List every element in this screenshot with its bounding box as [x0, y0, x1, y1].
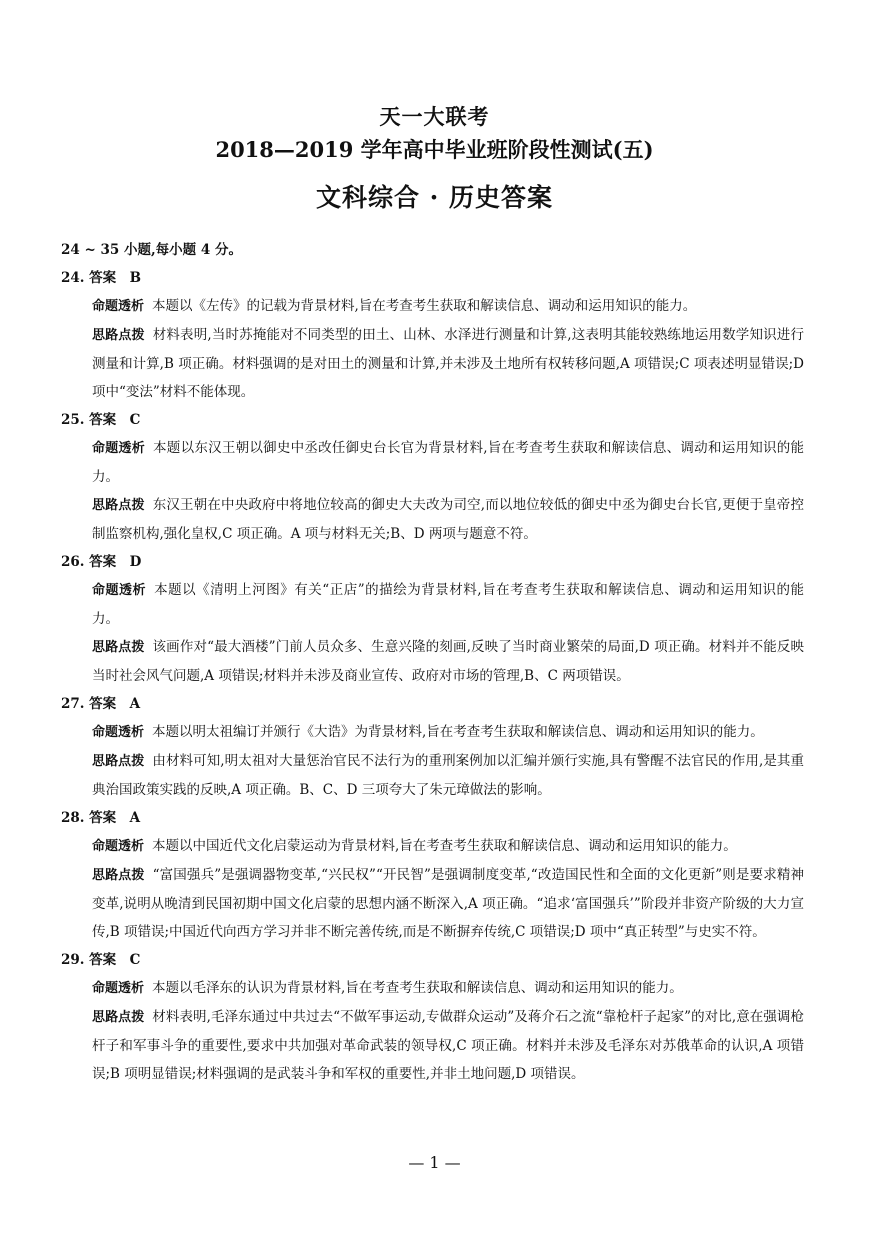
analysis-text: 本题以中国近代文化启蒙运动为背景材料,旨在考查考生获取和解读信息、调动和运用知识的能力。 — [152, 838, 737, 854]
question-28 — [61, 804, 804, 946]
hint-text: 由材料可知,明太祖对大量惩治官民不法行为的重刑案例加以汇编并颁行实施,具有警醒不法官民的作用,是其重典治国政策实践的反映,A 项正确。B、C、D 三项夸大了朱元璋做法的影响。 — [92, 753, 804, 798]
analysis-text: 本题以东汉王朝以御史中丞改任御史台长官为背景材料,旨在考查考生获取和解读信息、调动和运用知识的能力。 — [92, 440, 804, 485]
analysis-label: 命题透析 — [92, 981, 145, 996]
hint-text: 材料表明,当时苏掩能对不同类型的田土、山林、水泽进行测量和计算,这表明其能较熟练地运用数学知识进行测量和计算,B 项正确。材料强调的是对田土的测量和计算,并未涉及土地所有权转移问题,A 项错误;C 项表述明显错误;D 项中“变法”材料不能体现。 — [92, 327, 804, 400]
analysis-paragraph — [92, 974, 804, 1003]
hint-paragraph — [92, 747, 804, 804]
hint-paragraph — [92, 491, 804, 548]
analysis-text: 本题以《左传》的记载为背景材料,旨在考查考生获取和解读信息、调动和运用知识的能力。 — [152, 298, 697, 314]
analysis-text: 本题以明太祖编订并颁行《大诰》为背景材料,旨在考查考生获取和解读信息、调动和运用知识的能力。 — [152, 724, 764, 740]
answer-line: 25. 答案 C — [61, 412, 141, 428]
analysis-text: 本题以毛泽东的认识为背景材料,旨在考查考生获取和解读信息、调动和运用知识的能力。 — [152, 980, 683, 996]
hint-label: 思路点拨 — [92, 498, 145, 513]
analysis-text: 本题以《清明上河图》有关“正店”的描绘为背景材料,旨在考查考生获取和解读信息、调动和运用知识的能力。 — [92, 582, 804, 627]
hint-text: 材料表明,毛泽东通过中共过去“不做军事运动,专做群众运动”及蒋介石之流“靠枪杆子起家”的对比,意在强调枪杆子和军事斗争的重要性,要求中共加强对革命武装的领导权,C 项正确。材料并未涉及毛泽东对苏俄革命的认识,A 项错误;B 项明显错误;材料强调的是武装斗争和军权的重要性,并非土地问题,D 项错误。 — [92, 1009, 804, 1082]
analysis-label: 命题透析 — [92, 839, 145, 854]
analysis-label: 命题透析 — [92, 299, 145, 314]
question-26 — [61, 548, 804, 690]
subject-title: 文科综合 · 历史答案 — [315, 183, 554, 212]
question-25 — [61, 406, 804, 548]
hint-label: 思路点拨 — [92, 754, 145, 769]
page-number: — 1 — — [408, 1153, 461, 1172]
hint-paragraph — [92, 321, 804, 406]
analysis-label: 命题透析 — [92, 441, 146, 456]
answer-line: 24. 答案 B — [61, 270, 142, 286]
analysis-label: 命题透析 — [92, 583, 147, 598]
analysis-label: 命题透析 — [92, 725, 145, 740]
answer-line: 27. 答案 A — [61, 696, 141, 712]
analysis-paragraph — [92, 434, 804, 491]
scoring-intro: 24 ~ 35 小题,每小题 4 分。 — [61, 242, 242, 258]
hint-text: 该画作对“最大酒楼”门前人员众多、生意兴隆的刻画,反映了当时商业繁荣的局面,D 项正确。材料并不能反映当时社会风气问题,A 项错误;材料并未涉及商业宣传、政府对市场的管理,B、C 两项错误。 — [92, 639, 804, 684]
hint-label: 思路点拨 — [92, 328, 145, 343]
hint-text: 东汉王朝在中央政府中将地位较高的御史大夫改为司空,而以地位较低的御史中丞为御史台长官,更便于皇帝控制监察机构,强化皇权,C 项正确。A 项与材料无关;B、D 两项与题意不符。 — [92, 497, 804, 542]
hint-label: 思路点拨 — [92, 868, 145, 883]
hint-paragraph — [92, 633, 804, 690]
hint-label: 思路点拨 — [92, 640, 145, 655]
answer-line: 26. 答案 D — [61, 554, 142, 570]
analysis-paragraph — [92, 576, 804, 633]
exam-organizer-title: 天一大联考 — [379, 104, 490, 129]
answer-line: 29. 答案 C — [61, 952, 141, 968]
analysis-paragraph — [92, 292, 804, 321]
question-29 — [61, 946, 804, 1088]
hint-paragraph — [92, 861, 804, 946]
answer-line: 28. 答案 A — [61, 810, 141, 826]
analysis-paragraph — [92, 832, 804, 861]
hint-paragraph — [92, 1003, 804, 1088]
hint-text: “富国强兵”是强调器物变革,“兴民权”“开民智”是强调制度变革,“改造国民性和全面的文化更新”则是要求精神变革,说明从晚清到民国初期中国文化启蒙的思想内涵不断深入,A 项正确。“追求‘富国强兵’”阶段并非资产阶级的大力宣传,B 项错误;中国近代向西方学习并非不断完善传统,而是不断摒弃传统,C 项错误;D 项中“真正转型”与史实不符。 — [92, 867, 804, 940]
question-27 — [61, 690, 804, 804]
hint-label: 思路点拨 — [92, 1010, 145, 1025]
answer-content — [61, 236, 804, 1088]
analysis-paragraph — [92, 718, 804, 747]
question-24 — [61, 264, 804, 406]
exam-session-title: 2018—2019 学年高中毕业班阶段性测试(五) — [215, 137, 654, 162]
